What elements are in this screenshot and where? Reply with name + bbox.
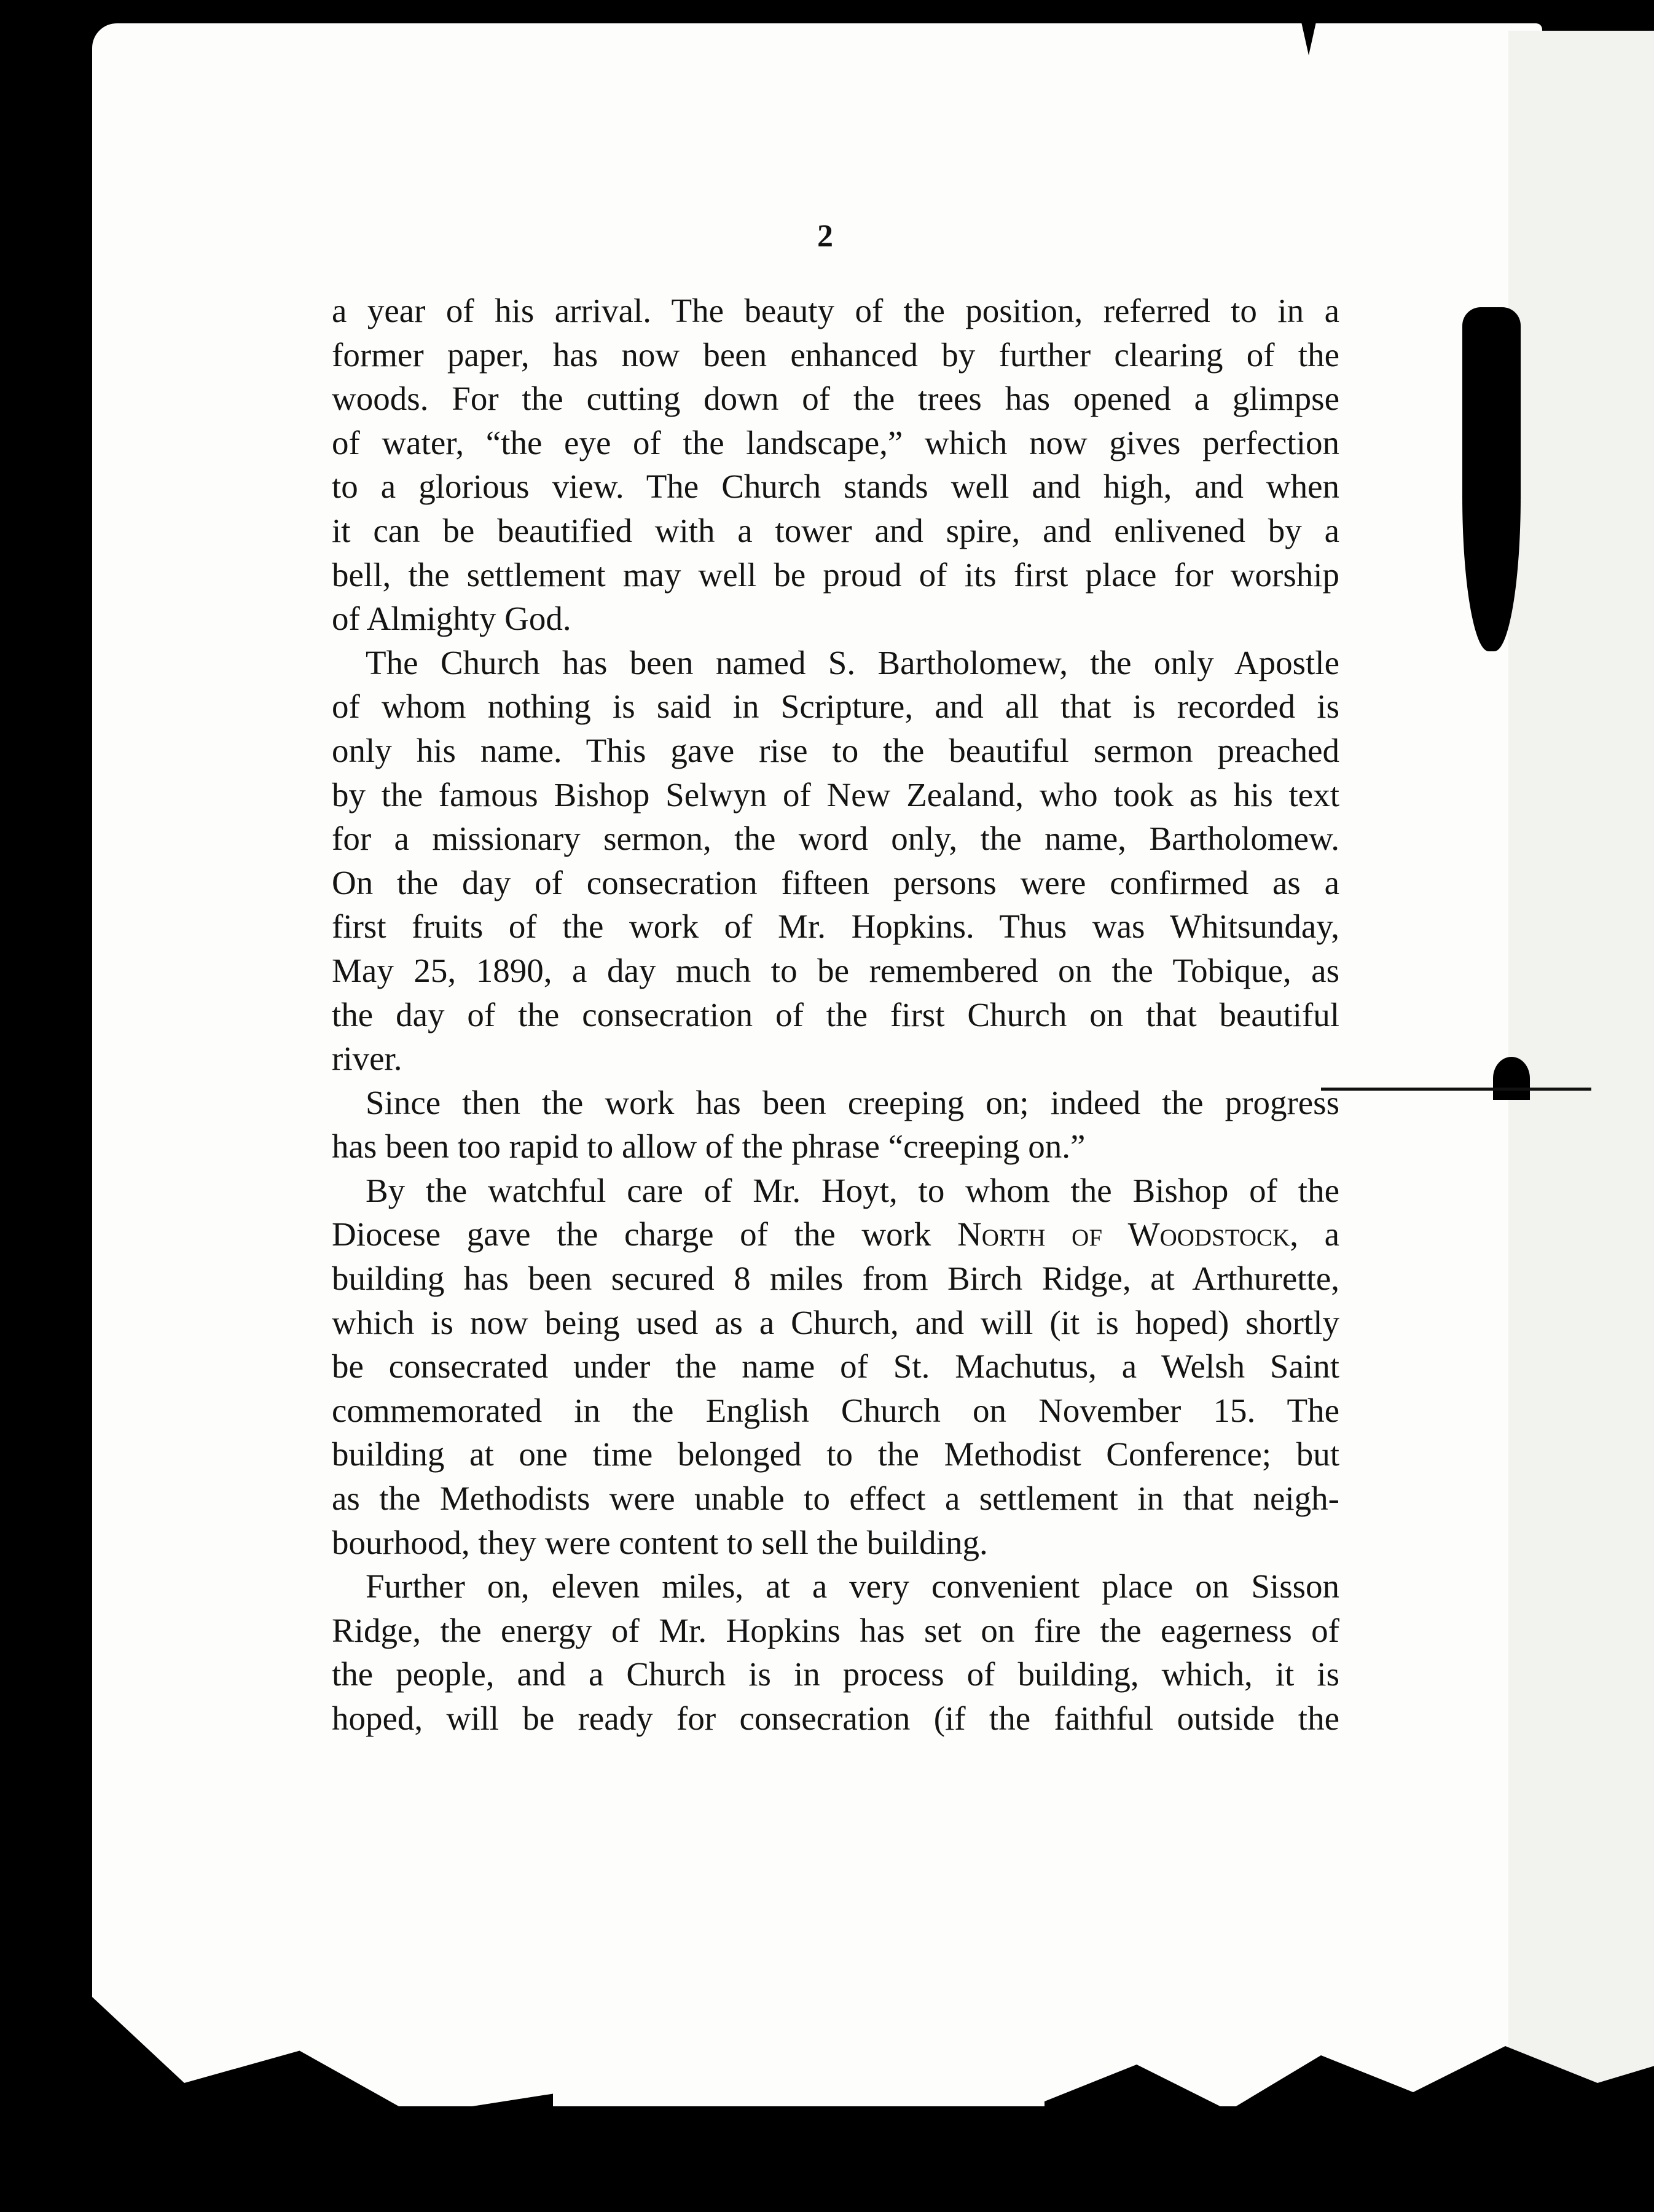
- text-line: as the Methodists were unable to effect a settlement in that neigh-: [332, 1480, 1339, 1518]
- crease-mark: [1321, 1088, 1591, 1091]
- body-text: [332, 289, 1339, 1741]
- text-line: former paper, has now been enhanced by further clearing of the: [332, 335, 1339, 374]
- text-line: the people, and a Church is in process of building, which, it is: [332, 1655, 1339, 1693]
- text-line: May 25, 1890, a day much to be remembered on the Tobique, as: [332, 951, 1339, 989]
- text-line: by the famous Bishop Selwyn of New Zealand, who took as his text: [332, 775, 1339, 814]
- text-line: for a missionary sermon, the word only, the name, Bartholomew.: [332, 820, 1339, 858]
- text-line: the day of the consecration of the first Church on that beautiful: [332, 995, 1339, 1033]
- text-line: be consecrated under the name of St. Machutus, a Welsh Saint: [332, 1347, 1339, 1386]
- text-line: which is now being used as a Church, and will (it is hoped) shortly: [332, 1303, 1339, 1341]
- text-line: Since then the work has been creeping on; indeed the progress: [366, 1083, 1339, 1121]
- torn-edge-mark: [1493, 1057, 1530, 1100]
- small-caps-phrase: North of Woodstock: [957, 1215, 1290, 1253]
- text-line: Ridge, the energy of Mr. Hopkins has set on fire the eagerness of: [332, 1611, 1339, 1649]
- text-line: bourhood, they were content to sell the building.: [332, 1523, 988, 1561]
- text-line: building at one time belonged to the Methodist Conference; but: [332, 1435, 1339, 1473]
- text-line: river.: [332, 1040, 402, 1078]
- text-line: first fruits of the work of Mr. Hopkins. Thus was Whitsunday,: [332, 908, 1339, 946]
- text-line: building has been secured 8 miles from Birch Ridge, at Arthurette,: [332, 1260, 1339, 1298]
- page-number: 2: [817, 219, 833, 254]
- torn-edge-mark: [1462, 307, 1521, 651]
- text-line: woods. For the cutting down of the trees has opened a glimpse: [332, 380, 1339, 418]
- facing-page-edge: [1508, 31, 1654, 2108]
- text-fragment: , a: [1290, 1215, 1339, 1253]
- text-line: of water, “the eye of the landscape,” which now gives perfection: [332, 423, 1339, 461]
- text-line: only his name. This gave rise to the beautiful sermon preached: [332, 731, 1339, 769]
- text-line: commemorated in the English Church on November 15. The: [332, 1391, 1339, 1429]
- text-line: to a glorious view. The Church stands well and high, and when: [332, 468, 1339, 506]
- text-line: it can be beautified with a tower and spire, and enlivened by a: [332, 511, 1339, 549]
- text-line: hoped, will be ready for consecration (if the faithful outside the: [332, 1700, 1339, 1737]
- text-line: On the day of consecration fifteen persons were confirmed as a: [332, 863, 1339, 901]
- text-line: By the watchful care of Mr. Hoyt, to whom the Bishop of the: [366, 1171, 1339, 1209]
- text-line: of whom nothing is said in Scripture, and all that is recorded is: [332, 688, 1339, 726]
- text-line: The Church has been named S. Bartholomew, the only Apostle: [366, 643, 1339, 681]
- text-line: a year of his arrival. The beauty of the position, referred to in a: [332, 292, 1339, 329]
- text-line: [332, 1212, 1339, 1257]
- text-line: Further on, eleven miles, at a very convenient place on Sisson: [366, 1567, 1339, 1606]
- text-line: bell, the settlement may well be proud of its first place for worship: [332, 555, 1339, 594]
- text-line: has been too rapid to allow of the phrase “creeping on.”: [332, 1128, 1086, 1166]
- text-line: of Almighty God.: [332, 600, 571, 638]
- text-fragment: Diocese gave the charge of the work: [332, 1215, 931, 1253]
